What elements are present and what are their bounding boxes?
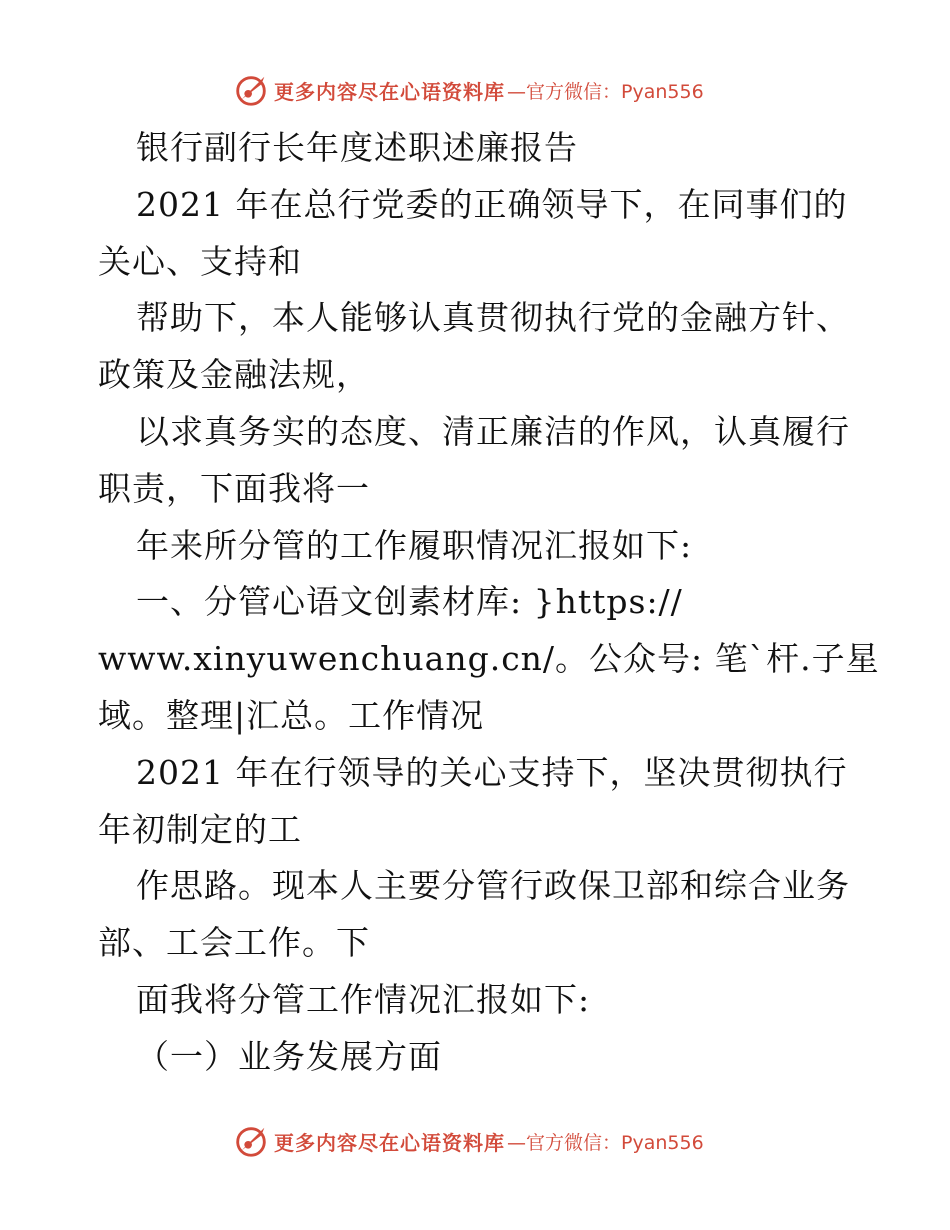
text-line: 关心、支持和 — [98, 241, 302, 281]
text-line: 以求真务实的态度、清正廉洁的作风，认真履行 — [136, 411, 850, 451]
brush-logo-icon — [232, 1122, 270, 1160]
text-line: 2021 年在总行党委的正确领导下，在同事们的 — [136, 184, 848, 224]
document-body — [98, 120, 878, 1086]
brush-logo-icon — [232, 71, 270, 109]
text-line: 年来所分管的工作履职情况汇报如下: — [136, 525, 693, 565]
text-line: 年初制定的工 — [98, 809, 302, 849]
watermark-wechat-text: —官方微信：Pyan556 — [507, 80, 704, 103]
text-line: 职责，下面我将一 — [98, 468, 370, 508]
document-title: 银行副行长年度述职述廉报告 — [136, 128, 578, 167]
watermark-main-text: 更多内容尽在心语资料库 — [274, 1130, 505, 1155]
subsection-heading: （一）业务发展方面 — [136, 1036, 442, 1076]
text-line: 部、工会工作。下 — [98, 923, 370, 963]
text-line: 帮助下，本人能够认真贯彻执行党的金融方针、 — [136, 298, 850, 338]
header-watermark — [232, 70, 704, 110]
watermark-wechat-text: —官方微信：Pyan556 — [507, 1131, 704, 1154]
text-line: 面我将分管工作情况汇报如下: — [136, 979, 591, 1019]
footer-watermark — [232, 1121, 704, 1161]
text-line: www.xinyuwenchuang.cn/。公众号: 笔`杆.子星 — [98, 639, 880, 679]
text-line: 政策及金融法规， — [98, 355, 370, 395]
text-line: 域。整理|汇总。工作情况 — [98, 695, 485, 735]
section-heading: 一、分管心语文创素材库: }https:// — [136, 582, 683, 622]
text-line: 作思路。现本人主要分管行政保卫部和综合业务 — [136, 866, 850, 906]
watermark-main-text: 更多内容尽在心语资料库 — [274, 79, 505, 104]
text-line: 2021 年在行领导的关心支持下，坚决贯彻执行 — [136, 752, 848, 792]
